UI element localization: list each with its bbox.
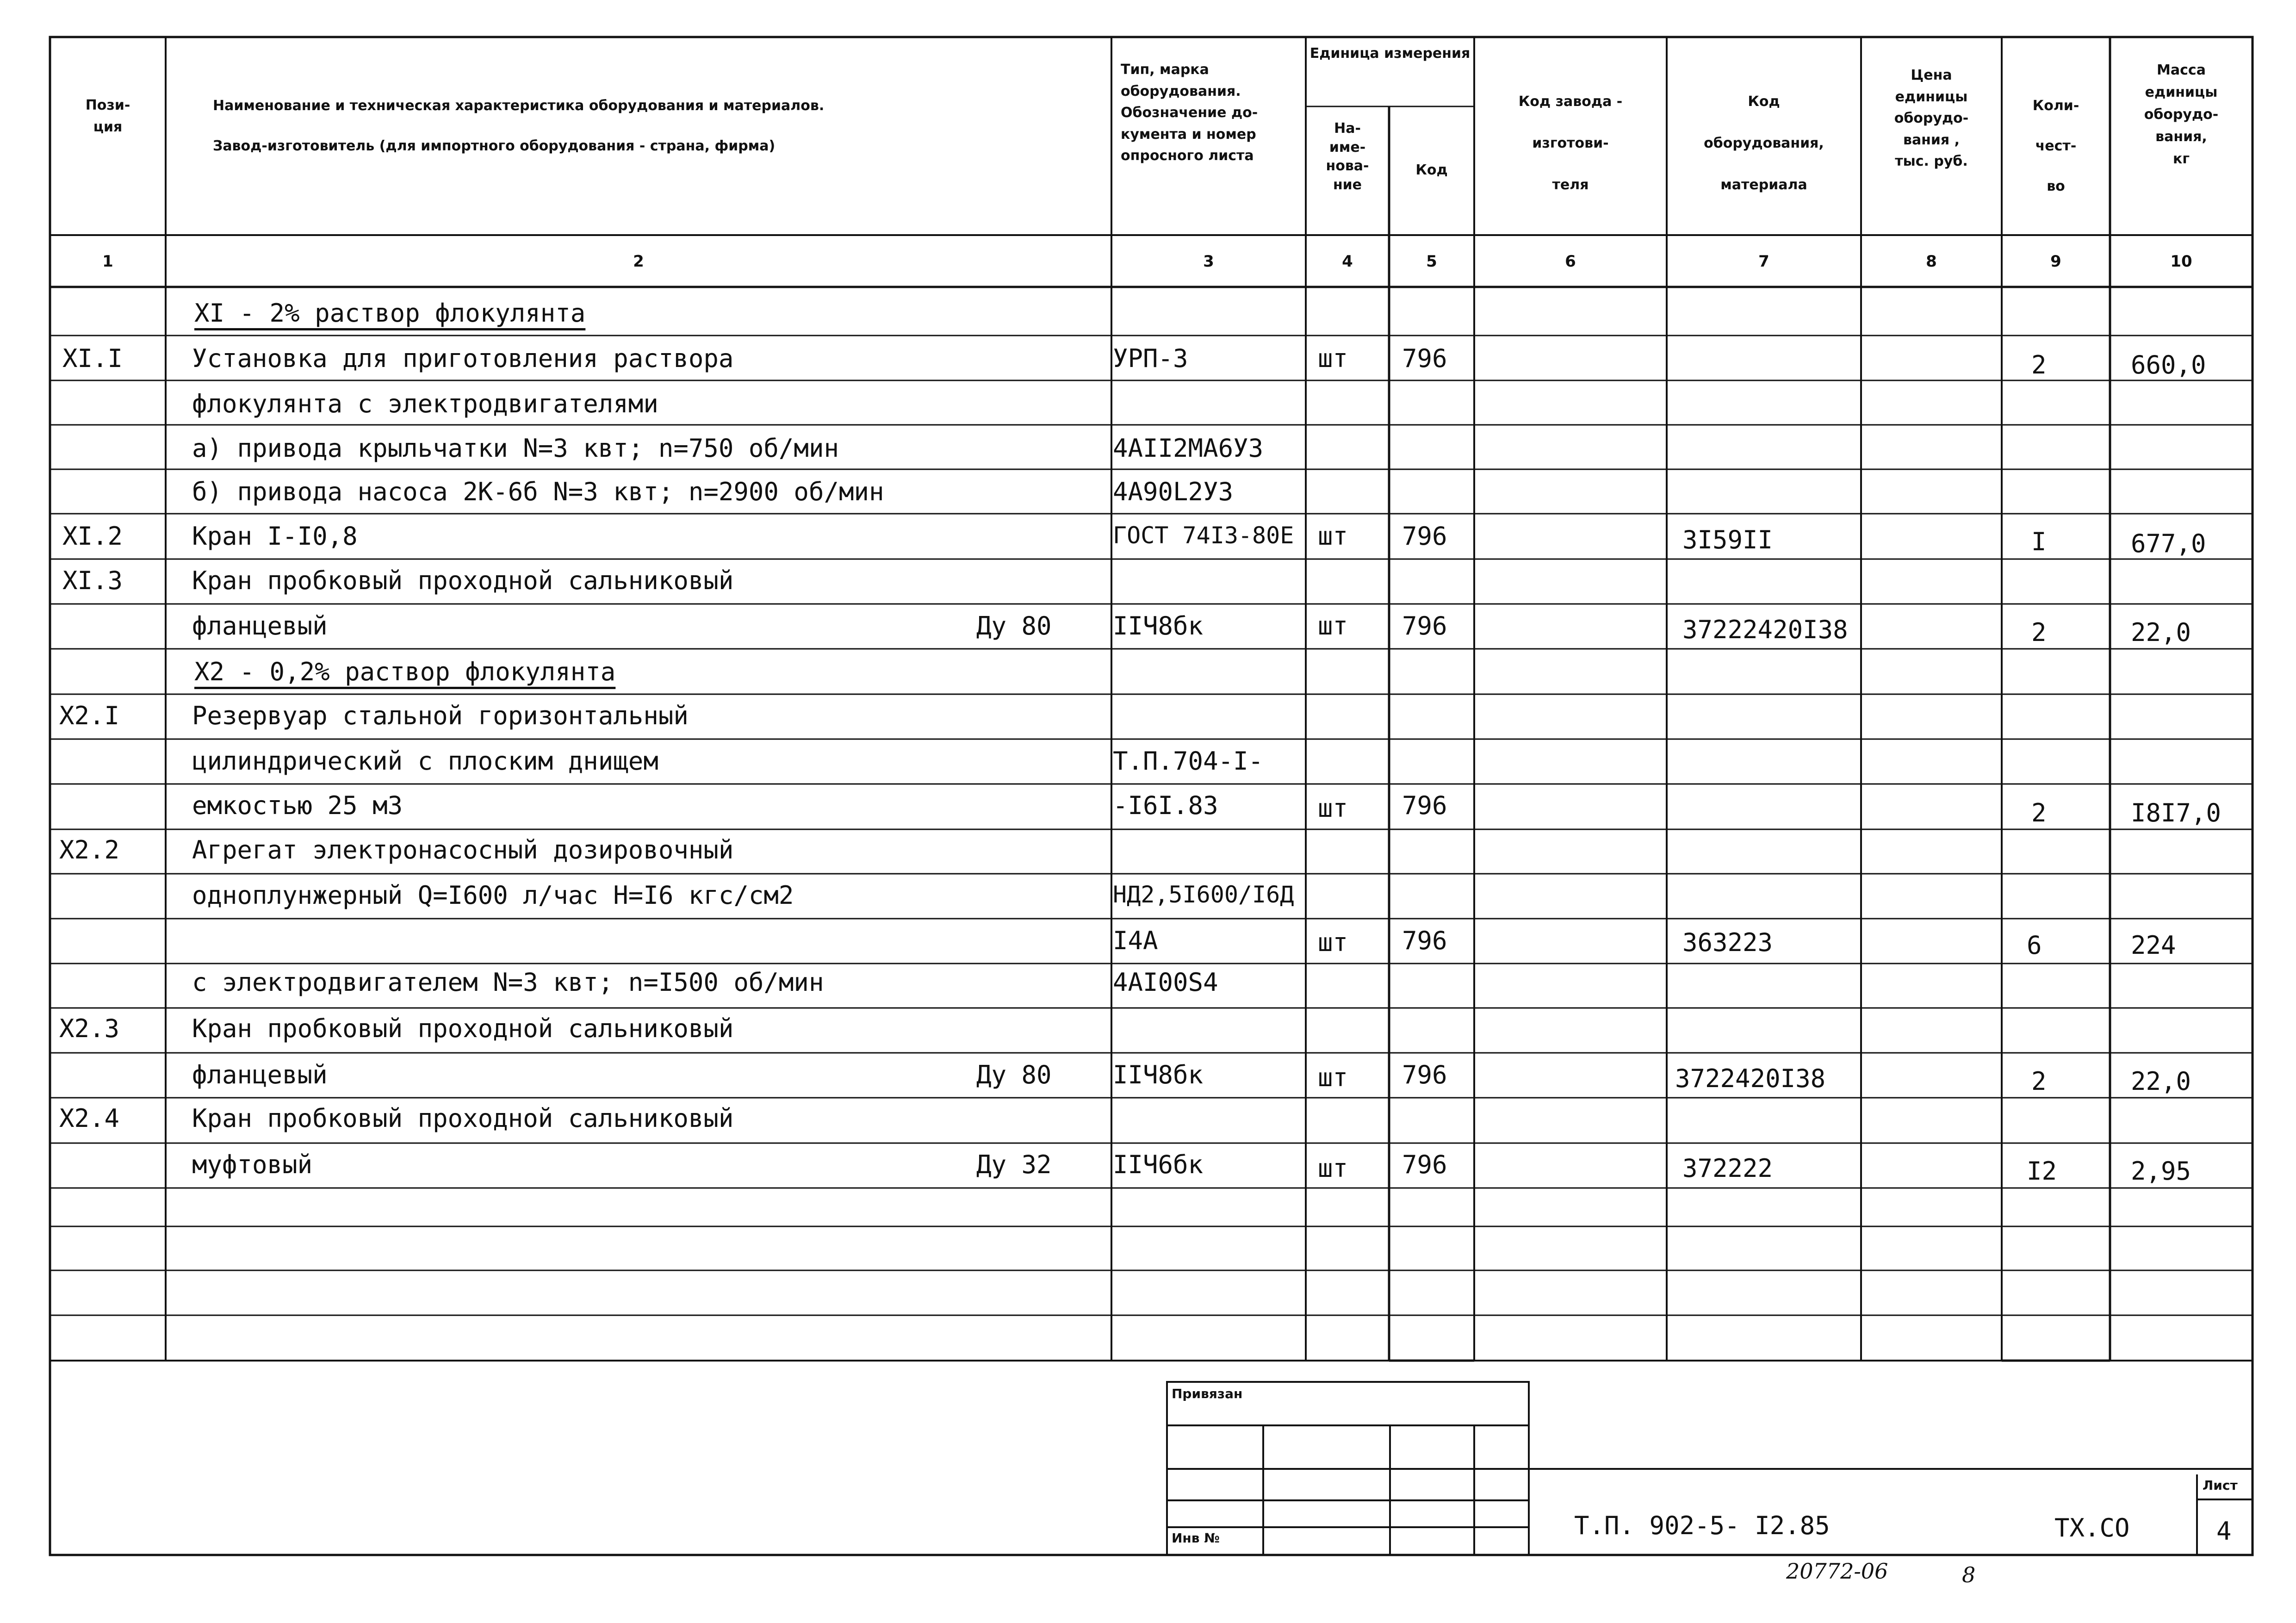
row-unit: шт: [1318, 1154, 1348, 1183]
document-designation: Т.П. 902-5- I2.85: [1574, 1511, 1830, 1540]
section-title: X2 - 0,2% раствор флокулянта: [194, 657, 616, 686]
row-position: X2.4: [59, 1104, 120, 1133]
header-mass-line-2: единицы: [2145, 84, 2218, 100]
handwritten-inventory-number: 20772-06: [1786, 1559, 1888, 1584]
col-number: 1: [102, 252, 113, 271]
row-name: Установка для приготовления раствора: [192, 344, 734, 373]
header-unit: Единица измерения: [1309, 45, 1471, 62]
header-unit-name: [1307, 119, 1388, 194]
row-type: Т.П.704-I-: [1113, 746, 1264, 776]
row-type: 4А90L2У3: [1113, 477, 1234, 506]
header-maker-line-2: изготови-: [1532, 135, 1609, 151]
row-position: X2.2: [59, 835, 120, 864]
row-name: цилиндрический с плоским днищем: [192, 746, 658, 776]
row-type: I4А: [1113, 926, 1158, 955]
row-type: IIЧ6бк: [1113, 1150, 1204, 1179]
sheet-number: 4: [2216, 1517, 2232, 1546]
row-quantity: I: [2031, 527, 2047, 556]
row-position: X2.I: [59, 701, 120, 730]
row-type: IIЧ8бк: [1113, 611, 1204, 640]
header-name-line-2: Завод-изготовитель (для импортного оборудования - страна, фирма): [213, 138, 776, 154]
row-name: фланцевый: [192, 611, 328, 640]
row-unit: шт: [1318, 611, 1348, 640]
row-type: ГОСТ 74I3-80E: [1113, 522, 1294, 549]
col-number: 7: [1758, 252, 1769, 271]
header-unit-name-line-2: име-: [1329, 139, 1366, 155]
row-type: 4АII2МА6У3: [1113, 434, 1264, 463]
row-unit: шт: [1318, 522, 1348, 551]
header-price-line-5: тыс. руб.: [1895, 153, 1968, 169]
stamp-linked-label: Привязан: [1172, 1386, 1243, 1401]
header-maker-code: [1475, 81, 1666, 206]
row-du: Ду 80: [976, 1060, 1052, 1089]
header-type-line-2: оборудования.: [1121, 83, 1241, 99]
header-mass-line-1: Масса: [2157, 62, 2206, 78]
row-position: X2.3: [59, 1014, 120, 1043]
row-unit: шт: [1318, 1063, 1348, 1092]
header-mass-line-3: оборудо-: [2144, 106, 2219, 123]
row-name: флокулянта с электродвигателями: [192, 389, 658, 418]
header-mass-line-5: кг: [2172, 151, 2190, 167]
header-mass: [2111, 59, 2252, 170]
row-name: муфтовый: [192, 1150, 313, 1179]
header-unit-name-line-3: нова-: [1326, 158, 1369, 174]
row-name: одноплунжерный Q=I600 л/час Н=I6 кгс/см2: [192, 881, 794, 910]
header-unit-name-line-4: ние: [1333, 176, 1362, 193]
row-unit: шт: [1318, 344, 1348, 373]
row-equipment-code: 37222420I38: [1682, 615, 1848, 644]
header-price: [1862, 65, 2001, 173]
row-position: XI.2: [62, 522, 123, 551]
row-name: Кран пробковый проходной сальниковый: [192, 566, 734, 595]
row-type: IIЧ8бк: [1113, 1060, 1204, 1089]
row-quantity: 2: [2031, 618, 2047, 647]
header-equip-line-3: материала: [1720, 177, 1807, 193]
row-mass: 22,0: [2131, 1067, 2191, 1096]
col-number: 9: [2050, 252, 2061, 271]
row-quantity: 2: [2031, 350, 2047, 379]
row-name: Резервуар стальной горизонтальный: [192, 701, 689, 730]
row-position: XI.3: [62, 566, 123, 595]
row-name: Кран пробковый проходной сальниковый: [192, 1014, 734, 1043]
handwritten-mark: 8: [1962, 1562, 1976, 1587]
row-name: б) привода насоса 2К-6б N=3 квт; n=2900 об/мин: [192, 477, 884, 506]
header-price-line-3: оборудо-: [1894, 110, 1969, 126]
col-number: 10: [2170, 252, 2192, 271]
row-equipment-code: 372222: [1682, 1154, 1773, 1183]
row-quantity: 6: [2027, 931, 2042, 960]
row-equipment-code: 363223: [1682, 928, 1773, 957]
header-qty-line-1: Коли-: [2032, 98, 2079, 114]
row-unit-code: 796: [1402, 611, 1447, 640]
header-qty-line-3: во: [2047, 178, 2065, 194]
header-position: [51, 95, 165, 138]
row-mass: 22,0: [2131, 618, 2191, 647]
header-name: [213, 86, 824, 166]
row-mass: 2,95: [2131, 1157, 2191, 1186]
row-unit-code: 796: [1402, 926, 1447, 955]
row-type: УРП-3: [1113, 344, 1188, 373]
header-price-line-2: единицы: [1895, 88, 1968, 105]
header-equip-line-1: Код: [1748, 93, 1780, 110]
header-name-line-1: Наименование и техническая характеристика оборудования и материалов.: [213, 98, 825, 114]
row-name: фланцевый: [192, 1060, 328, 1089]
row-quantity: 2: [2031, 1067, 2047, 1096]
header-type: [1112, 59, 1313, 167]
header-position-line-1: Пози-: [85, 97, 130, 113]
row-name: Агрегат электронасосный дозировочный: [192, 835, 734, 864]
col-number: 8: [1926, 252, 1937, 271]
header-type-line-4: кумента и номер: [1121, 126, 1256, 143]
header-mass-line-4: вания,: [2155, 129, 2207, 145]
col-number: 4: [1342, 252, 1353, 271]
header-quantity: [2003, 86, 2109, 206]
header-price-line-1: Цена: [1911, 67, 1952, 83]
row-unit-code: 796: [1402, 1150, 1447, 1179]
row-mass: 224: [2131, 931, 2176, 960]
header-position-line-2: ция: [93, 118, 123, 135]
row-mass: 660,0: [2131, 350, 2206, 379]
row-quantity: I2: [2027, 1157, 2057, 1186]
row-mass: I8I7,0: [2131, 798, 2222, 827]
header-qty-line-2: чест-: [2035, 138, 2077, 154]
row-type: НД2,5I600/I6Д: [1113, 881, 1294, 908]
header-type-line-5: опросного листа: [1121, 148, 1254, 164]
header-unit-code: Код: [1415, 162, 1448, 178]
header-maker-line-1: Код завода -: [1518, 93, 1623, 110]
sheet-label: Лист: [2203, 1478, 2238, 1493]
row-unit-code: 796: [1402, 1060, 1447, 1089]
stamp-inventory-label: Инв №: [1172, 1530, 1220, 1546]
document-mark: ТХ.СО: [2054, 1513, 2130, 1542]
row-quantity: 2: [2031, 798, 2047, 827]
row-unit-code: 796: [1402, 791, 1447, 820]
row-equipment-code: 3I59II: [1682, 525, 1773, 554]
row-unit: шт: [1318, 928, 1348, 957]
header-maker-line-3: теля: [1552, 177, 1589, 193]
header-price-line-4: вания ,: [1903, 131, 1960, 148]
row-equipment-code: 3722420I38: [1675, 1064, 1826, 1093]
header-unit-name-line-1: На-: [1334, 120, 1361, 137]
section-title: XI - 2% раствор флокулянта: [194, 298, 586, 328]
row-name: Кран пробковый проходной сальниковый: [192, 1104, 734, 1133]
row-name: емкостью 25 м3: [192, 791, 403, 820]
row-name: Кран I-I0,8: [192, 522, 358, 551]
header-type-line-3: Обозначение до-: [1121, 105, 1258, 121]
col-number: 6: [1565, 252, 1576, 271]
header-equipment-code: [1668, 81, 1860, 206]
row-du: Ду 80: [976, 611, 1052, 640]
row-position: XI.I: [62, 344, 123, 373]
row-unit-code: 796: [1402, 344, 1447, 373]
row-type: -I6I.83: [1113, 791, 1218, 820]
row-name: а) привода крыльчатки N=3 квт; n=750 об/мин: [192, 434, 839, 463]
row-du: Ду 32: [976, 1150, 1052, 1179]
col-number: 5: [1426, 252, 1437, 271]
row-name: с электродвигателем N=3 квт; n=I500 об/мин: [192, 968, 824, 997]
row-type: 4АI00S4: [1113, 968, 1218, 997]
header-type-line-1: Тип, марка: [1121, 62, 1209, 78]
header-equip-line-2: оборудования,: [1704, 135, 1824, 151]
col-number: 2: [633, 252, 644, 271]
row-unit-code: 796: [1402, 522, 1447, 551]
col-number: 3: [1203, 252, 1214, 271]
row-unit: шт: [1318, 794, 1348, 823]
row-mass: 677,0: [2131, 529, 2206, 558]
